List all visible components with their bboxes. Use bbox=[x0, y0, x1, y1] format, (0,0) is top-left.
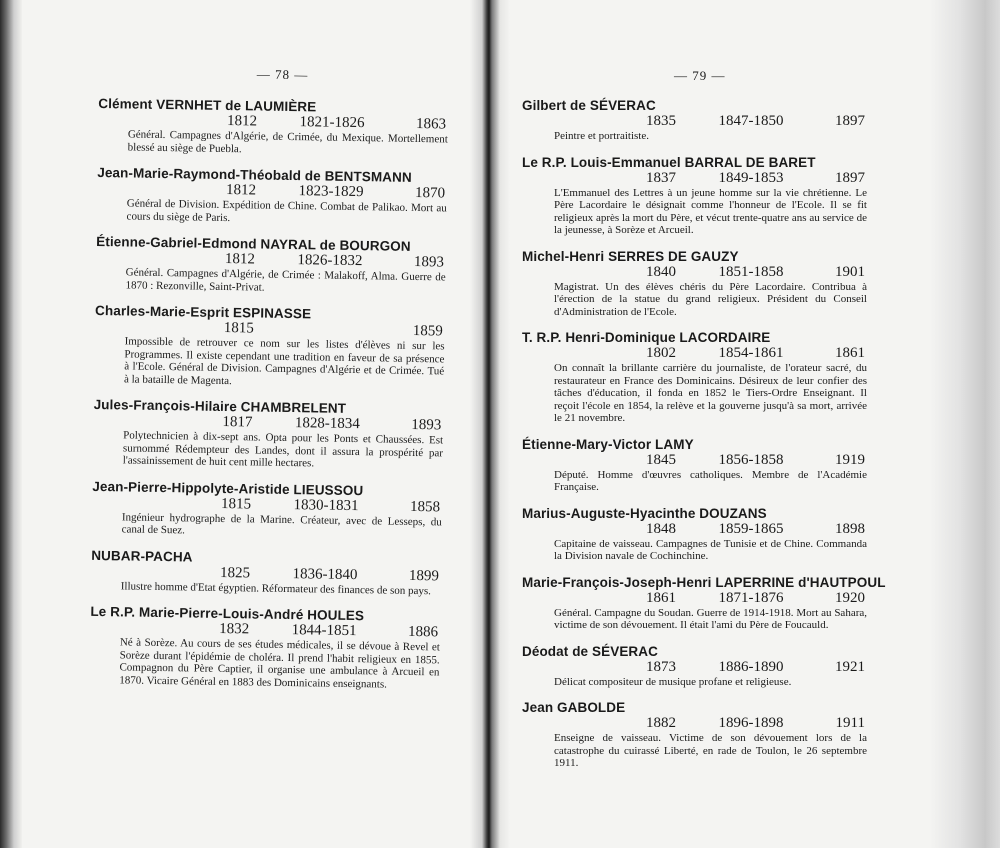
biography-entry bbox=[522, 700, 867, 770]
biography-entry bbox=[97, 165, 448, 227]
biography-entry bbox=[94, 303, 445, 390]
birth-year: 1812 bbox=[225, 182, 257, 199]
biography-text: Délicat compositeur de musique profane et religieuse. bbox=[554, 675, 792, 688]
birth-year: 1840 bbox=[646, 263, 676, 280]
birth-year: 1815 bbox=[220, 495, 252, 512]
person-name: T. R.P. Henri-Dominique LACORDAIRE bbox=[522, 330, 771, 345]
person-name: Charles-Marie-Esprit ESPINASSE bbox=[95, 302, 312, 322]
death-year: 1901 bbox=[835, 263, 865, 280]
person-name: Déodat de SÉVERAC bbox=[522, 643, 658, 659]
biography-text: Polytechnicien à dix-sept ans. Opta pour les Ponts et Chaussées. Est surnommé Rédempteur des Landes, dont il assura la prospérité par l'assainissement de huit cent mille hectares. bbox=[122, 429, 444, 470]
birth-year: 1812 bbox=[224, 250, 256, 268]
biography-text: Impossible de retrouver ce nom sur les listes d'élèves ni sur les Programmes. Il existe cependant une tradition en faveur de sa présence à l'Ecole. Général de Division. Campagnes d'Algérie et de Crimée. Tué à la bataille de Magenta. bbox=[123, 335, 445, 387]
death-year: 1870 bbox=[414, 184, 446, 202]
death-year: 1859 bbox=[412, 322, 443, 340]
left-entries bbox=[89, 96, 448, 703]
dates-row bbox=[522, 521, 867, 538]
birth-year: 1861 bbox=[646, 589, 676, 606]
birth-year: 1817 bbox=[222, 413, 253, 431]
book-gutter bbox=[470, 0, 510, 848]
birth-year: 1825 bbox=[219, 564, 251, 581]
death-year: 1893 bbox=[411, 416, 442, 434]
school-years: 1830-1831 bbox=[293, 496, 359, 514]
person-name: Marius-Auguste-Hyacinthe DOUZANS bbox=[522, 505, 767, 521]
school-years bbox=[275, 321, 383, 340]
biography-text: Magistrat. Un des élèves chéris du Père Lacordaire. Contribua à l'érection de la statue du grand religieux. Président du Conseil d'Administration de l'Ecole. bbox=[554, 280, 867, 318]
biography-entry bbox=[522, 155, 867, 237]
death-year: 1921 bbox=[835, 658, 865, 675]
biography-text: Peintre et portraitiste. bbox=[554, 130, 649, 142]
biography-text: Ingénieur hydrographe de la Marine. Créateur, avec de Lesseps, du canal de Suez. bbox=[121, 510, 442, 537]
person-name: Le R.P. Marie-Pierre-Louis-André HOULES bbox=[90, 603, 365, 624]
biography-text: Illustre homme d'Etat égyptien. Réformateur des finances de son pays. bbox=[120, 579, 432, 597]
biography-text: Né à Sorèze. Au cours de ses études médicales, il se dévoue à Revel et Sorèze durant l'épidémie de choléra. Il prend l'habit religieux en 1855. Compagnon du Père Captier, il organise une ambulance à Arcueil en 1870. Vicaire Général en 1883 des Dominicains enseignants. bbox=[119, 636, 440, 691]
death-year: 1920 bbox=[835, 589, 865, 606]
death-year: 1899 bbox=[408, 567, 440, 584]
school-years: 1847-1850 bbox=[718, 113, 784, 129]
birth-year: 1882 bbox=[646, 715, 676, 731]
biography-text: Député. Homme d'œuvres catholiques. Membre de l'Académie Française. bbox=[554, 468, 867, 493]
school-years: 1823-1829 bbox=[298, 183, 364, 201]
left-page bbox=[90, 0, 450, 691]
biography-text: Général. Campagnes d'Algérie, de Crimée : Malakoff, Alma. Guerre de 1870 : Rezonville, Saint-Privat. bbox=[125, 266, 446, 294]
school-years: 1856-1858 bbox=[718, 451, 784, 468]
dates-row bbox=[522, 170, 867, 187]
school-years: 1844-1851 bbox=[291, 622, 357, 640]
birth-year: 1848 bbox=[646, 520, 676, 537]
dates-row bbox=[522, 590, 867, 607]
dates-row bbox=[522, 113, 867, 130]
page-number-left: — 78 — bbox=[256, 66, 309, 83]
person-name: Étienne-Mary-Victor LAMY bbox=[522, 436, 694, 452]
biography-entry bbox=[89, 604, 440, 691]
biography-entry bbox=[522, 249, 867, 319]
biography-text: Capitaine de vaisseau. Campagnes de Tunisie et de Chine. Commanda la Division navale de Cochinchine. bbox=[554, 537, 867, 562]
birth-year: 1837 bbox=[646, 169, 676, 186]
biography-text: Enseigne de vaisseau. Victime de son dévouement lors de la catastrophe du cuirassé Liberté, en rade de Toulon, le 26 septembre 1911. bbox=[554, 732, 867, 769]
biography-text: Général de Division. Expédition de Chine. Combat de Palikao. Mort au cours du siège de Paris. bbox=[126, 197, 447, 224]
biography-text: On connaît la brillante carrière du journaliste, de l'orateur sacré, du restaurateur en France des Dominicains. Désireux de leur confier des tâches d'éducation, il fonda en 1852 le Tiers-Ordre Enseignant. Il reçoit l'école en 1854, la relève et la gouverne jusqu'à sa mort, arrivée le 21 novembre. bbox=[554, 362, 867, 424]
biography-text: L'Emmanuel des Lettres à un jeune homme sur la vie chrétienne. Le Père Lacordaire le désignait comme l'honneur de l'Ecole. Il se fit religieux après la mort du Père, et vécut trente-quatre ans au service de la jeunesse, à Sorèze et Arcueil. bbox=[554, 186, 867, 236]
biography-entry bbox=[93, 397, 444, 472]
biography-text: Général. Campagne du Soudan. Guerre de 1914-1918. Mort au Sahara, victime de son dévouement. Il était l'ami du Père de Foucauld. bbox=[554, 606, 867, 631]
person-name: Michel-Henri SERRES DE GAUZY bbox=[522, 248, 739, 264]
death-year: 1919 bbox=[835, 451, 865, 468]
biography-text: Général. Campagnes d'Algérie, de Crimée, du Mexique. Mortellement blessé au siège de Puebla. bbox=[127, 128, 448, 155]
school-years: 1854-1861 bbox=[718, 345, 784, 361]
death-year: 1897 bbox=[835, 113, 865, 129]
school-years: 1886-1890 bbox=[718, 658, 784, 675]
biography-entry bbox=[522, 98, 867, 143]
death-year: 1886 bbox=[407, 623, 439, 641]
death-year: 1897 bbox=[835, 169, 865, 186]
page-edge-left bbox=[0, 0, 22, 848]
death-year: 1863 bbox=[415, 115, 447, 133]
birth-year: 1802 bbox=[646, 345, 676, 361]
biography-entry bbox=[522, 506, 867, 563]
school-years: 1896-1898 bbox=[718, 715, 784, 731]
biography-entry bbox=[92, 478, 443, 540]
biography-entry bbox=[95, 234, 446, 296]
person-name: Jean-Marie-Raymond-Théobald de BENTSMANN bbox=[97, 164, 412, 185]
person-name: Le R.P. Louis-Emmanuel BARRAL DE BARET bbox=[522, 154, 816, 170]
birth-year: 1832 bbox=[219, 620, 250, 638]
person-name: Gilbert de SÉVERAC bbox=[522, 98, 656, 113]
birth-year: 1812 bbox=[226, 113, 258, 130]
birth-year: 1835 bbox=[646, 113, 676, 129]
dates-row bbox=[522, 345, 867, 362]
school-years: 1859-1865 bbox=[718, 520, 784, 537]
death-year: 1911 bbox=[835, 715, 865, 731]
school-years: 1821-1826 bbox=[299, 114, 365, 132]
page-edge-right bbox=[930, 0, 1000, 848]
person-name: Marie-François-Joseph-Henri LAPERRINE d'HAUTPOUL bbox=[522, 574, 886, 590]
dates-row bbox=[522, 715, 867, 732]
right-entries bbox=[522, 98, 886, 782]
person-name: Jean GABOLDE bbox=[522, 700, 626, 715]
school-years: 1851-1858 bbox=[718, 263, 784, 280]
school-years: 1849-1853 bbox=[718, 169, 784, 186]
person-name: Jules-François-Hilaire CHAMBRELENT bbox=[93, 396, 347, 416]
death-year: 1893 bbox=[413, 253, 445, 271]
biography-entry bbox=[91, 547, 442, 597]
dates-row bbox=[522, 264, 867, 281]
birth-year: 1815 bbox=[223, 319, 254, 337]
birth-year: 1845 bbox=[646, 451, 676, 468]
dates-row bbox=[522, 452, 867, 469]
death-year: 1858 bbox=[409, 498, 441, 515]
person-name: NUBAR-PACHA bbox=[91, 547, 193, 565]
biography-entry bbox=[98, 96, 449, 158]
school-years: 1826-1832 bbox=[297, 252, 363, 270]
person-name: Jean-Pierre-Hippolyte-Aristide LIEUSSOU bbox=[92, 478, 364, 498]
biography-entry bbox=[522, 330, 867, 425]
biography-entry bbox=[522, 437, 867, 494]
school-years: 1828-1834 bbox=[294, 415, 360, 433]
person-name: Clément VERNHET de LAUMIÈRE bbox=[98, 95, 317, 115]
biography-entry bbox=[522, 574, 886, 632]
death-year: 1861 bbox=[835, 345, 865, 361]
school-years: 1836-1840 bbox=[292, 565, 358, 583]
person-name: Étienne-Gabriel-Edmond NAYRAL de BOURGON bbox=[96, 233, 411, 254]
page-number-right: — 79 — bbox=[674, 68, 726, 83]
dates-row bbox=[522, 659, 867, 676]
birth-year: 1873 bbox=[646, 658, 676, 675]
biography-entry bbox=[522, 644, 867, 689]
death-year: 1898 bbox=[835, 520, 865, 537]
school-years: 1871-1876 bbox=[718, 589, 784, 606]
